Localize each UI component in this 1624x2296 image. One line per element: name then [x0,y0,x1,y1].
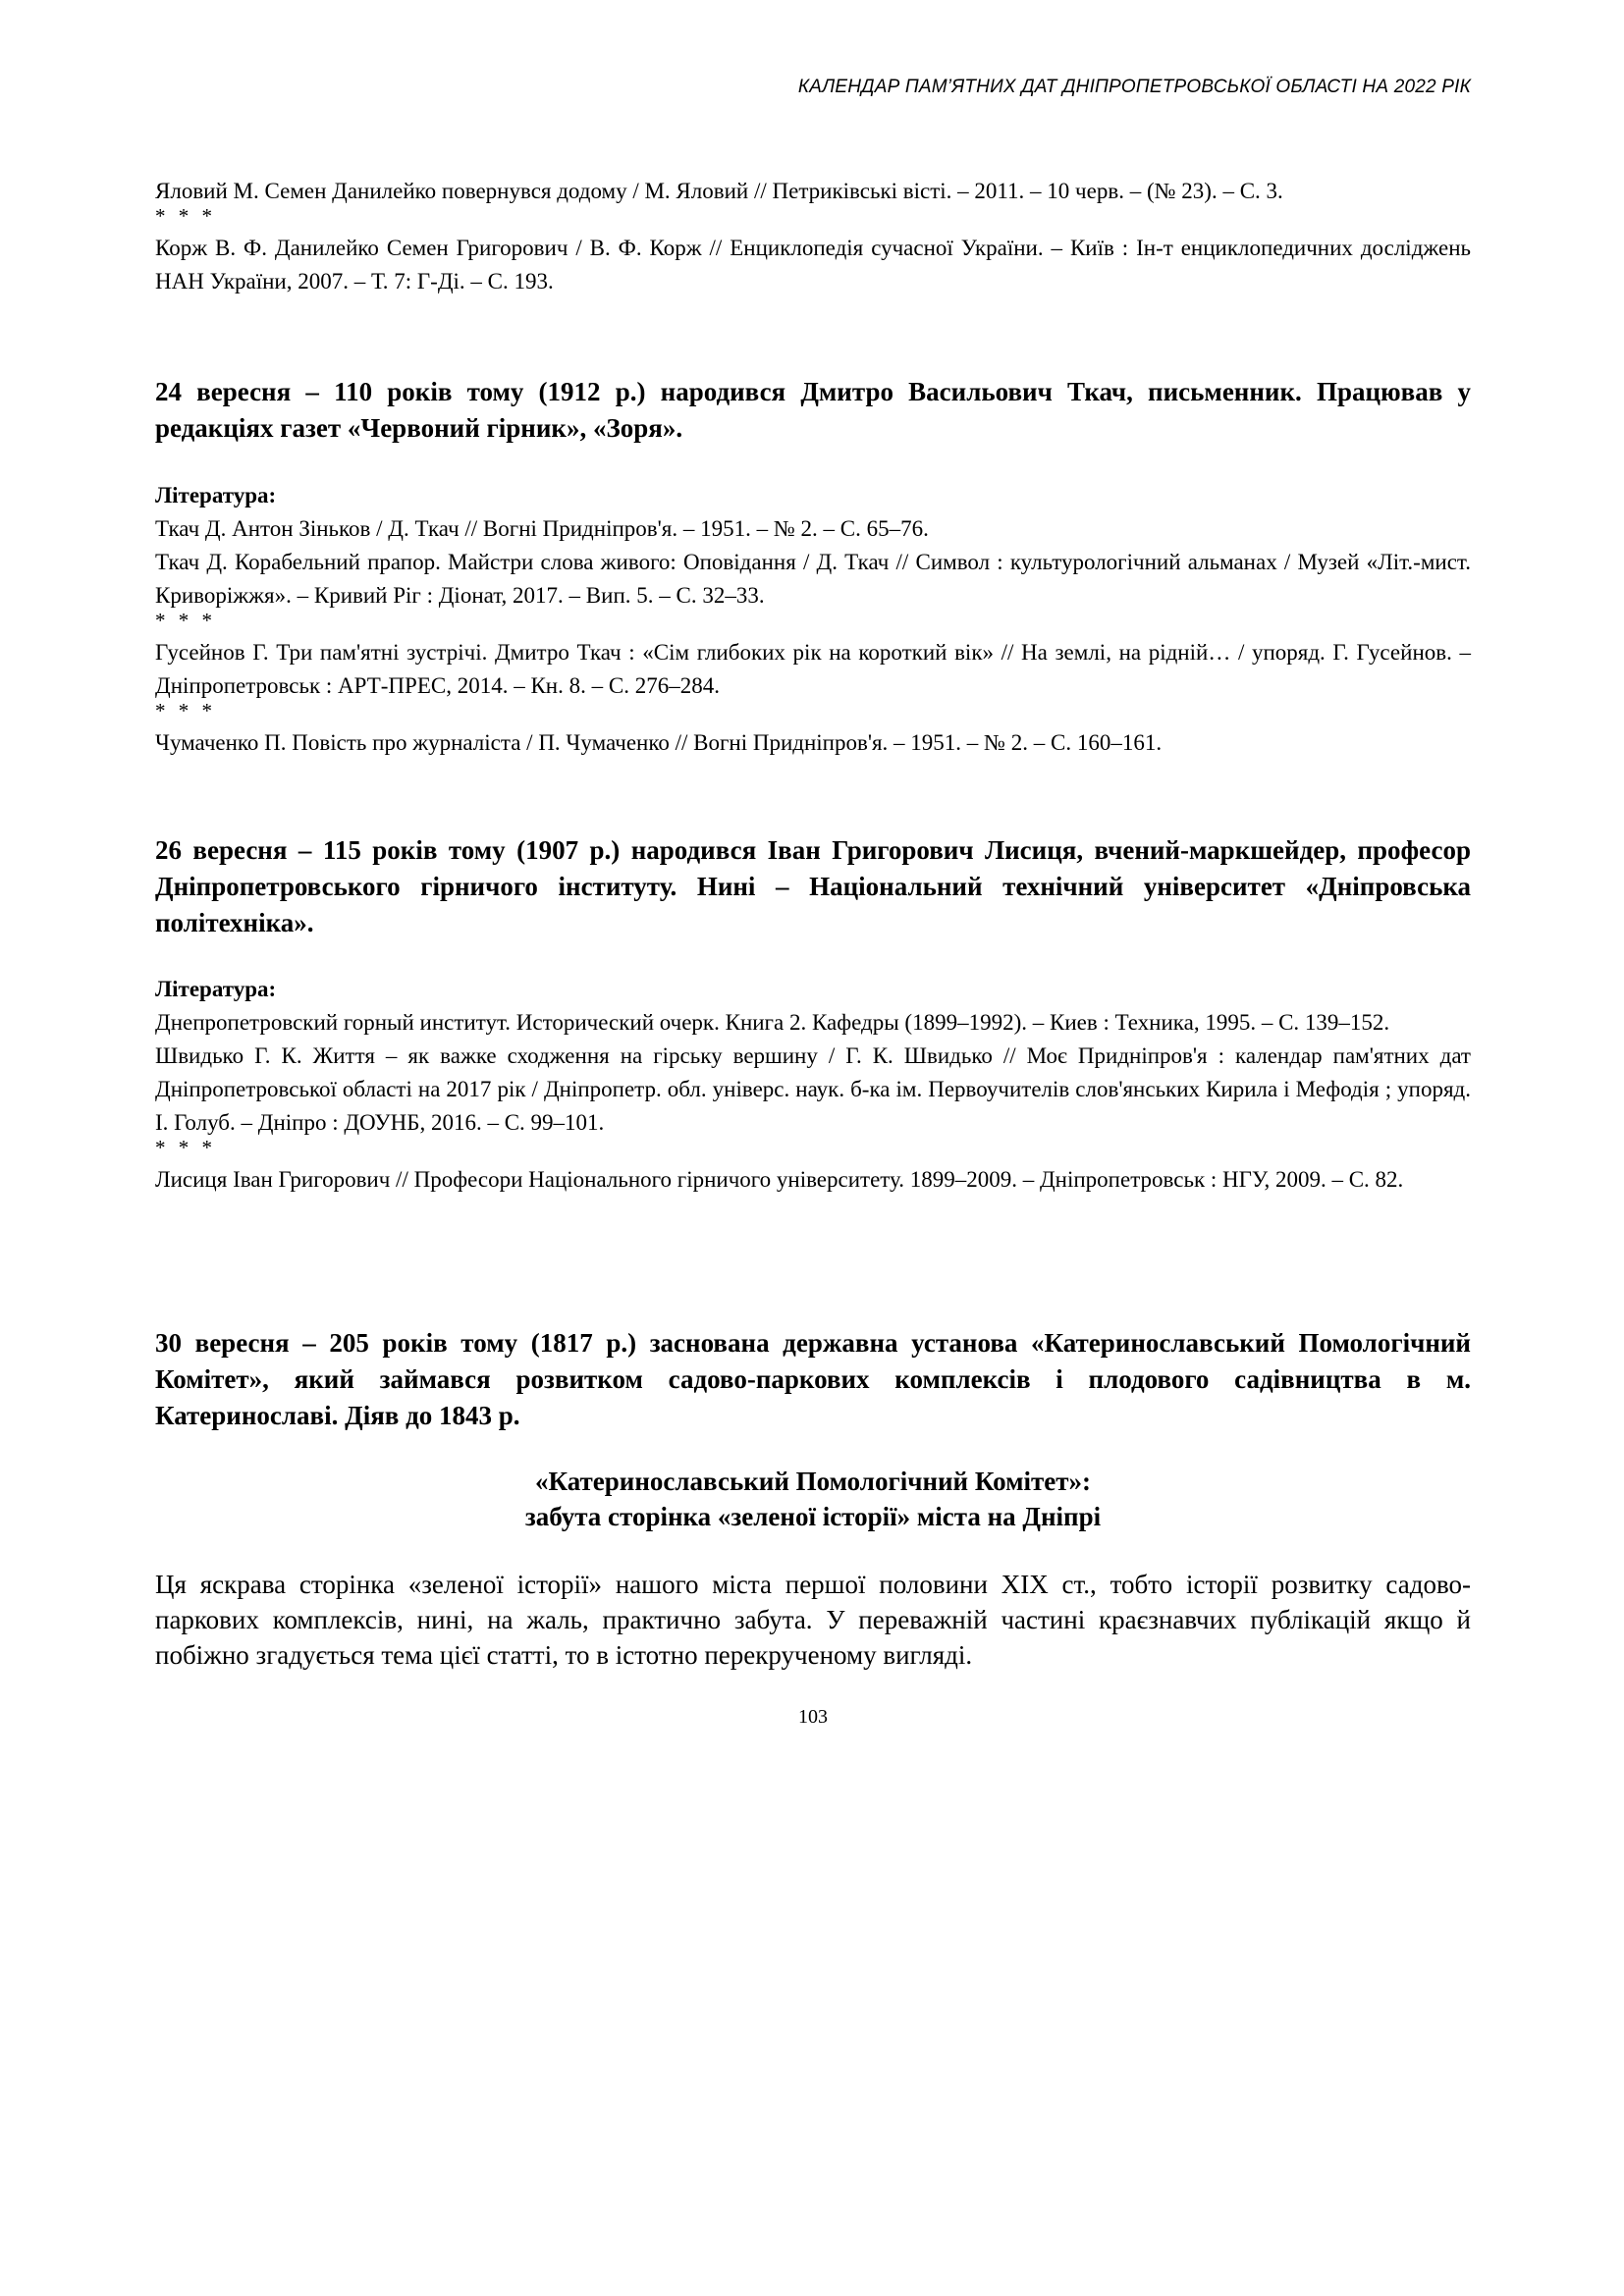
section-lysytsia [155,832,1471,941]
literature-label: Література: [155,977,277,1001]
separator-stars: * * * [155,204,216,228]
reference-entry: Чумаченко П. Повість про журналіста / П. Чумаченко // Вогні Придніпров'я. – 1951. – № 2. – С. 160–161. [155,730,1163,755]
article-body [155,1567,1471,1673]
reference-entry: Днепропетровский горный институт. Исторический очерк. Книга 2. Кафедры (1899–1992). – Киев : Техника, 1995. – С. 139–152. [155,1010,1390,1035]
top-references [155,175,1471,298]
section-heading: 24 вересня – 110 років тому (1912 р.) народився Дмитро Васильович Ткач, письменник. Працював у редакціях газет «Червоний гірник», «Зоря». [155,377,1471,443]
section-tkach-literature [155,479,1471,760]
article-subtitle [155,1464,1471,1534]
section-lysytsia-literature [155,973,1471,1197]
reference-entry: Ткач Д. Корабельний прапор. Майстри слова живого: Оповідання / Д. Ткач // Символ : культурологічний альманах / Музей «Літ.-мист. Криворіжжя». – Кривий Ріг : Діонат, 2017. – Вип. 5. – С. 32–33. [155,550,1471,608]
separator-stars: * * * [155,1136,216,1159]
literature-label: Література: [155,483,277,507]
running-header: КАЛЕНДАР ПАМ’ЯТНИХ ДАТ ДНІПРОПЕТРОВСЬКОЇ ОБЛАСТІ НА 2022 РІК [797,77,1471,97]
reference-entry: Швидько Г. К. Життя – як важке сходження на гірську вершину / Г. К. Швидько // Моє Придніпров'я : календар пам'ятних дат Дніпропетровської області на 2017 рік / Дніпропетр. обл. універс. наук. б-ка ім. Первоучителів слов'янських Кирила і Мефодія ; упоряд. І. Голуб. – Дніпро : ДОУНБ, 2016. – С. 99–101. [155,1043,1471,1135]
reference-entry: Лисиця Іван Григорович // Професори Національного гірничого університету. 1899–2009. – Дніпропетровськ : НГУ, 2009. – С. 82. [155,1167,1404,1192]
reference-entry: Ткач Д. Антон Зіньков / Д. Ткач // Вогні Придніпров'я. – 1951. – № 2. – С. 65–76. [155,516,929,541]
subtitle-line: «Катеринославський Помологічний Комітет»: [535,1467,1091,1496]
reference-entry: Гусейнов Г. Три пам'ятні зустрічі. Дмитро Ткач : «Сім глибоких рік на короткий вік» // На землі, на рідній… / упоряд. Г. Гусейнов. – Дніпропетровськ : АРТ-ПРЕС, 2014. – Кн. 8. – С. 276–284. [155,640,1471,698]
separator-stars: * * * [155,699,216,722]
subtitle-line: забута сторінка «зеленої історії» міста на Дніпрі [524,1502,1102,1531]
page-number: 103 [798,1706,828,1728]
body-paragraph: Ця яскрава сторінка «зеленої історії» нашого міста першої половини XIX ст., тобто історії розвитку садово-паркових комплексів, нині, на жаль, практично забута. У переважній частині краєзнавчих публікацій якщо й побіжно згадується тема цієї статті, то в істотно перекрученому вигляді. [155,1570,1471,1670]
section-tkach [155,374,1471,447]
reference-entry: Яловий М. Семен Данилейко повернувся додому / М. Яловий // Петриківські вісті. – 2011. – 10 черв. – (№ 23). – С. 3. [155,179,1283,203]
separator-stars: * * * [155,609,216,632]
reference-entry: Корж В. Ф. Данилейко Семен Григорович / В. Ф. Корж // Енциклопедія сучасної України. – Київ : Ін-т енциклопедичних досліджень НАН України, 2007. – Т. 7: Г-Ді. – С. 193. [155,236,1471,294]
section-pomology [155,1325,1471,1434]
section-heading: 26 вересня – 115 років тому (1907 р.) народився Іван Григорович Лисиця, вчений-маркшейдер, професор Дніпропетровського гірничого інституту. Нині – Національний технічний університет «Дніпровська політехніка». [155,835,1471,937]
section-heading: 30 вересня – 205 років тому (1817 р.) заснована державна установа «Катеринославський Помологічний Комітет», який займався розвитком садово-паркових комплексів і плодового садівництва в м. Катеринославі. Діяв до 1843 р. [155,1328,1471,1430]
